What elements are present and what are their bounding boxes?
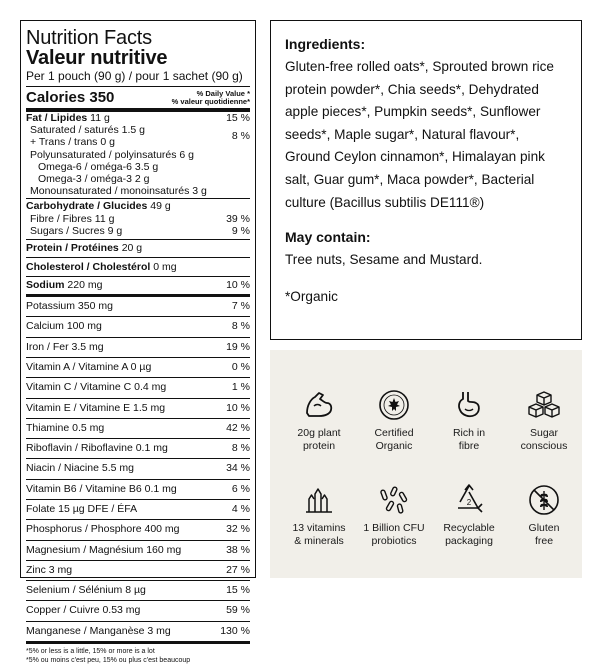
claim-plant-protein: 20g plant protein: [282, 387, 356, 452]
claim-recyclable: 2 Recyclable packaging: [432, 482, 506, 547]
probiotic-bacteria-icon: [376, 482, 412, 518]
gluten-free-icon: [526, 482, 562, 518]
claim-vitamins-minerals: 13 vitamins & minerals: [282, 482, 356, 547]
nutrition-title-fr: Valeur nutritive: [26, 47, 168, 69]
recycle-icon: [451, 482, 487, 518]
fat-row: Fat / Lipides 11 g 15 %: [26, 112, 250, 124]
sodium-row: Sodium 220 mg 10 %: [26, 276, 250, 297]
vitamin-row: Vitamin A / Vitamine A 0 µg 0 %: [26, 357, 250, 377]
sugar-cubes-icon: [526, 387, 562, 423]
calories: Calories 350: [26, 89, 115, 106]
ingredients-box: [270, 20, 582, 340]
vitamin-row: Phosphorus / Phosphore 400 mg 32 %: [26, 519, 250, 539]
certified-organic-seal-icon: [376, 387, 412, 423]
monounsaturated-row: Monounsaturated / monoinsaturés 3 g: [30, 185, 207, 198]
vitamin-row: Zinc 3 mg 27 %: [26, 560, 250, 580]
may-contain-text: Tree nuts, Sesame and Mustard.: [285, 252, 483, 268]
polyunsaturated-row: Polyunsaturated / polyinsaturés 6 g: [30, 148, 195, 161]
sugars-row: Sugars / Sucres 9 g 9 %: [30, 224, 250, 237]
omega6-row: Omega-6 / oméga-6 3.5 g: [38, 160, 159, 173]
vitamin-row: Iron / Fer 3.5 mg 19 %: [26, 337, 250, 357]
calories-row: [26, 87, 250, 112]
claim-probiotics: 1 Billion CFU probiotics: [357, 482, 431, 547]
claim-rich-in-fibre: Rich in fibre: [432, 387, 506, 452]
omega3-row: Omega-3 / oméga-3 2 g: [38, 173, 150, 186]
daily-value-header: % Daily Value * % valeur quotidienne*: [171, 89, 250, 106]
claim-sugar-conscious: Sugar conscious: [507, 387, 581, 452]
fibre-row: Fibre / Fibres 11 g 39 %: [30, 212, 250, 225]
nutrition-footnote: *5% or less is a little, 15% or more is a lot *5% ou moins c'est peu, 15% ou plus c'est beaucoup: [26, 641, 250, 665]
may-contain-heading: May contain:: [285, 229, 371, 246]
vitamin-row: Folate 15 µg DFE / ÉFA 4 %: [26, 499, 250, 519]
vitamin-row: Manganese / Manganèse 3 mg 130 %: [26, 621, 250, 641]
vitamin-row: Niacin / Niacine 5.5 mg 34 %: [26, 458, 250, 478]
nutrition-title-en: Nutrition Facts: [26, 27, 152, 49]
claim-gluten-free: Gluten free: [507, 482, 581, 547]
vitamin-row: Vitamin E / Vitamine E 1.5 mg 10 %: [26, 398, 250, 418]
vitamin-row: Calcium 100 mg 8 %: [26, 316, 250, 336]
vitamin-row: Selenium / Sélénium 8 µg 15 %: [26, 580, 250, 600]
muscle-arm-icon: [301, 387, 337, 423]
vitamin-row: Riboflavin / Riboflavine 0.1 mg 8 %: [26, 438, 250, 458]
claim-certified-organic: Certified Organic: [357, 387, 431, 452]
ingredients-heading: Ingredients:: [285, 36, 366, 52]
nutrition-facts-panel: [20, 20, 256, 665]
saturated-trans-row: Saturated / saturés 1.5 g + Trans / trans 0 g 8 %: [30, 124, 250, 149]
vitamin-row: Thiamine 0.5 mg 42 %: [26, 418, 250, 438]
organic-note: *Organic: [285, 288, 338, 304]
protein-row: Protein / Protéines 20 g: [26, 239, 250, 257]
claims-panel: [270, 350, 582, 578]
cholesterol-row: Cholesterol / Cholestérol 0 mg: [26, 257, 250, 276]
crystals-icon: [301, 482, 337, 518]
serving-size: Per 1 pouch (90 g) / pour 1 sachet (90 g): [26, 69, 250, 87]
carbohydrate-row: Carbohydrate / Glucides 49 g: [26, 198, 250, 212]
ingredients-text: Gluten-free rolled oats*, Sprouted brown rice protein powder*, Chia seeds*, Dehydrated apple pieces*, Pumpkin seeds*, Sunflower seeds*, Maple sugar*, Natural flavour*, Ground Ceylon cinnamon*, Himalayan pink salt, Guar gum*, Maca powder*, Bacterial culture (Bacillus subtilis DE111®): [285, 59, 554, 210]
vitamin-row: Copper / Cuivre 0.53 mg 59 %: [26, 600, 250, 620]
vitamin-row: Potassium 350 mg 7 %: [26, 300, 250, 313]
vitamin-row: Vitamin C / Vitamine C 0.4 mg 1 %: [26, 377, 250, 397]
stomach-icon: [451, 387, 487, 423]
svg-text:2: 2: [466, 498, 472, 507]
vitamin-row: Vitamin B6 / Vitamine B6 0.1 mg 6 %: [26, 479, 250, 499]
vitamin-row: Magnesium / Magnésium 160 mg 38 %: [26, 540, 250, 560]
